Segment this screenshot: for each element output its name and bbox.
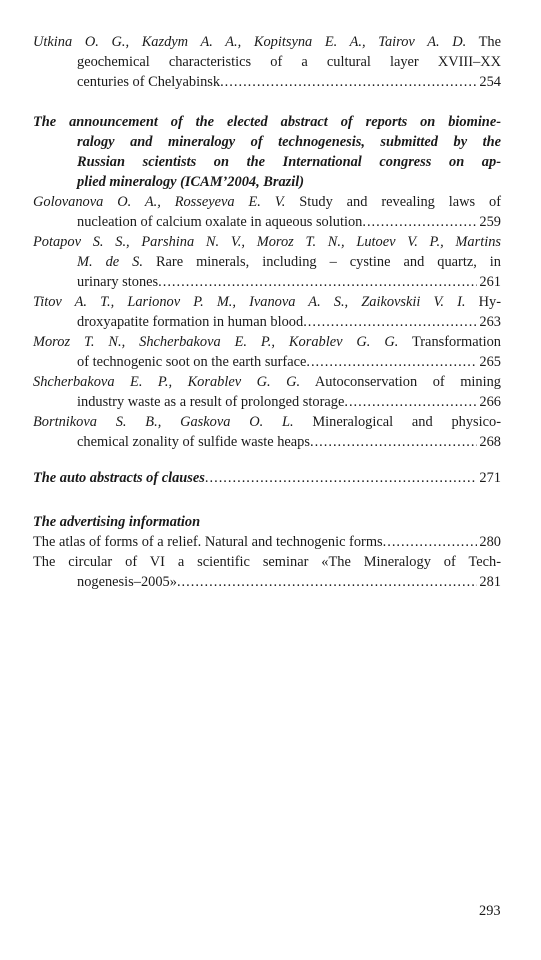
section-heading-line: The announcement of the elected abstract of reports on biomine- (33, 114, 501, 130)
toc-entry-line (33, 32, 501, 52)
toc-entry-title: The (478, 34, 501, 50)
toc-page-number: 254 (479, 74, 501, 90)
toc-entry (33, 32, 501, 92)
toc-entry-authors: M. de S. (77, 254, 143, 270)
table-of-contents (33, 32, 501, 592)
toc-entry-title: Autoconservation of mining (314, 374, 501, 390)
toc-page-number: 266 (479, 394, 501, 410)
toc-entry-authors: Bortnikova S. B., Gaskova O. L. (33, 414, 294, 430)
toc-entry-authors: Titov A. T., Larionov P. M., Ivanova A. S., Zaikovskii V. I. (33, 294, 466, 310)
toc-entry-title: droxyapatite formation in human blood (77, 314, 304, 330)
dot-leader (205, 468, 478, 488)
toc-entry-title: The circular of VI a scientific seminar «The Mineralogy of Tech- (33, 554, 501, 570)
toc-entry (33, 192, 501, 232)
toc-entry (33, 372, 501, 412)
toc-entry-authors: Potapov S. S., Parshina N. V., Moroz T. N., Lutoev V. P., Martins (33, 234, 501, 250)
section-heading-line: Russian scientists on the International congress on ap- (77, 154, 501, 170)
toc-entry-title: nogenesis–2005» (77, 574, 177, 590)
section-heading-line: The advertising information (33, 514, 201, 530)
page-number: 293 (479, 903, 501, 919)
dot-leader (303, 312, 477, 332)
toc-entry-title: urinary stones (77, 274, 159, 290)
section-heading (33, 112, 501, 192)
toc-page-number: 263 (479, 314, 501, 330)
section-heading-line: ralogy and mineralogy of technogenesis, submitted by the (77, 134, 501, 150)
toc-page-number: 268 (479, 434, 501, 450)
dot-leader (306, 352, 477, 372)
toc-entry-title: Transformation (411, 334, 501, 350)
toc-entry-title: Study and revealing laws of (299, 194, 501, 210)
toc-entry-title: geochemical characteristics of a cultural layer XVIII–XX (77, 54, 501, 70)
toc-entry-title: of technogenic soot on the earth surface (77, 354, 307, 370)
dot-leader (220, 72, 477, 92)
toc-entry-authors: Moroz T. N., Shcherbakova E. P., Korablev G. G. (33, 334, 399, 350)
toc-entry-leader-line (33, 212, 501, 232)
toc-page-number: 280 (479, 534, 501, 550)
toc-page-number: 261 (479, 274, 501, 290)
toc-entry-title: Mineralogical and physico- (312, 414, 502, 430)
toc-entry-title: The atlas of forms of a relief. Natural and technogenic forms (33, 534, 383, 550)
toc-page-number: 265 (479, 354, 501, 370)
toc-entry-line (33, 192, 501, 212)
toc-entry-leader-line (33, 432, 501, 452)
toc-page-number: 281 (479, 574, 501, 590)
toc-entry-leader-line (33, 72, 501, 92)
toc-entry-title: nucleation of calcium oxalate in aqueous solution (77, 214, 363, 230)
section-heading (33, 512, 501, 532)
toc-entry (33, 552, 501, 592)
toc-entry-leader-line (33, 532, 501, 552)
toc-entry-leader-line (33, 272, 501, 292)
section-heading-line: plied mineralogy (ICAM’2004, Brazil) (77, 174, 305, 190)
toc-entry-line (33, 412, 501, 432)
toc-entry-leader-line (33, 572, 501, 592)
toc-entry-leader-line (33, 352, 501, 372)
toc-entry-title: Rare minerals, including – cystine and quartz, in (155, 254, 501, 270)
toc-entry-title: centuries of Chelyabinsk (77, 74, 221, 90)
toc-entry (33, 532, 501, 552)
toc-entry-line (33, 292, 501, 312)
toc-entry-leader-line (33, 392, 501, 412)
toc-entry-line (33, 372, 501, 392)
dot-leader (177, 572, 477, 592)
toc-entry (33, 412, 501, 452)
dot-leader (310, 432, 477, 452)
dot-leader (158, 272, 477, 292)
toc-entry-line (33, 332, 501, 352)
toc-entry (33, 332, 501, 372)
toc-entry (33, 232, 501, 292)
toc-entry-leader-line (33, 312, 501, 332)
toc-entry-title: Hy- (478, 294, 501, 310)
toc-section-entry (33, 468, 501, 488)
toc-entry-title: industry waste as a result of prolonged storage (77, 394, 345, 410)
toc-entry-authors: Shcherbakova E. P., Korablev G. G. (33, 374, 301, 390)
toc-entry-leader-line (33, 468, 501, 488)
dot-leader (344, 392, 477, 412)
toc-entry-line (33, 252, 501, 272)
section-heading: The auto abstracts of clauses (33, 470, 205, 486)
toc-entry-title: chemical zonality of sulfide waste heaps (77, 434, 310, 450)
toc-entry (33, 292, 501, 332)
toc-page-number: 271 (479, 470, 501, 486)
toc-entry-authors: Golovanova O. A., Rosseyeva E. V. (33, 194, 286, 210)
dot-leader (362, 212, 477, 232)
toc-entry-authors: Utkina O. G., Kazdym A. A., Kopitsyna E. A., Tairov A. D. (33, 34, 467, 50)
dot-leader (383, 532, 478, 552)
toc-page-number: 259 (479, 214, 501, 230)
